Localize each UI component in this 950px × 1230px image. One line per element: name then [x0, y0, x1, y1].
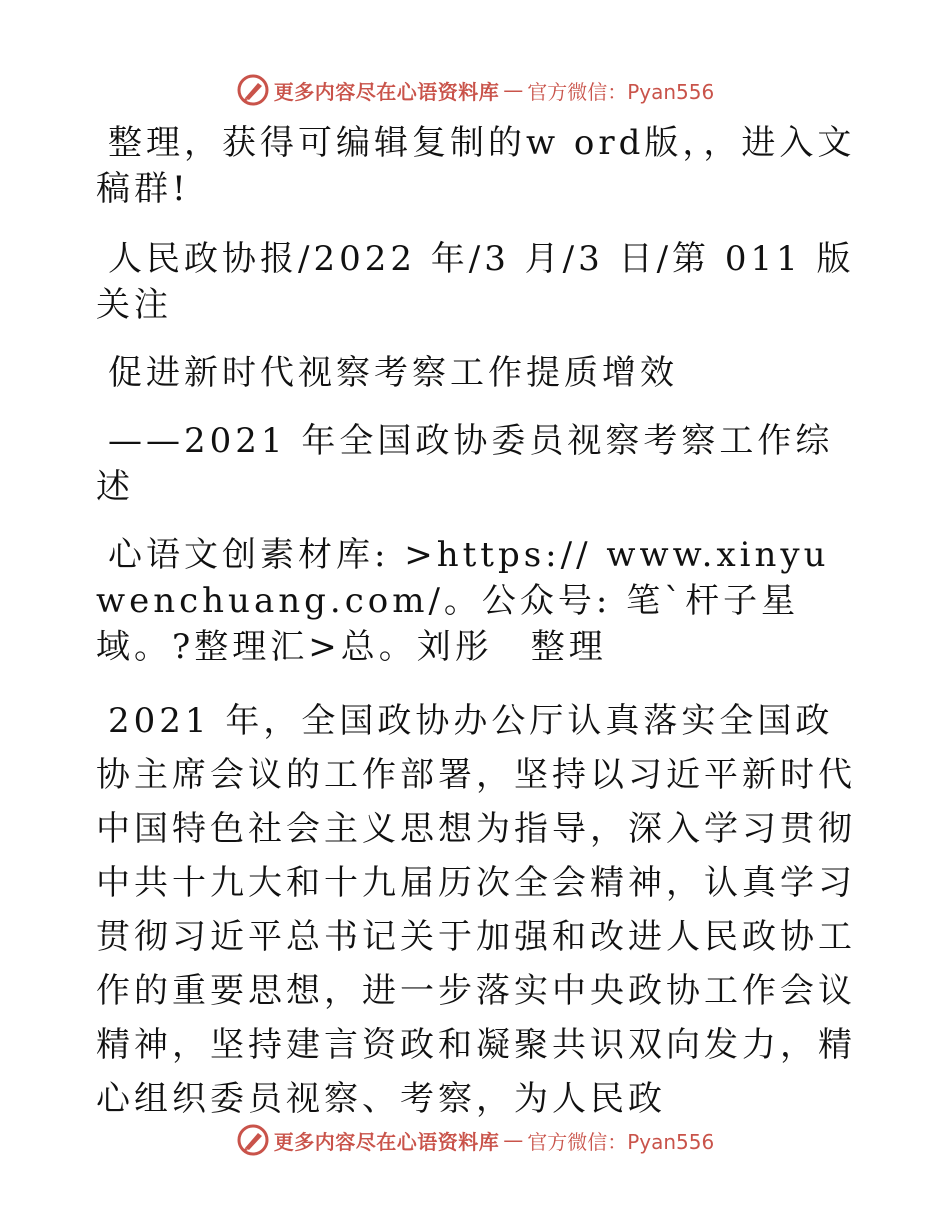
header-banner [0, 70, 950, 110]
footer-banner-text: 更多内容尽在心语资料库 [273, 1129, 500, 1154]
document-body [96, 120, 856, 1126]
source-line: 人民政协报/2022 年/3 月/3 日/第 011 版关注 [96, 239, 855, 325]
library-note: 心语文创素材库: >https:// www.xinyuwenchuang.com/。公众号: 笔`杆子星域。?整理汇>总。刘彤 整理 [96, 535, 830, 667]
footer-banner-wechat: 官方微信：Pyan556 [527, 1129, 715, 1154]
article-title: 促进新时代视察考察工作提质增效 [108, 353, 678, 393]
body-paragraph: 2021 年，全国政协办公厅认真落实全国政协主席会议的工作部署，坚持以习近平新时代中国特色社会主义思想为指导，深入学习贯彻中共十九大和十九届历次全会精神，认真学习贯彻习近平总书记关于加强和改进人民政协工作的重要思想，进一步落实中央政协工作会议精神，坚持建言资政和凝聚共识双向发力，精心组织委员视察、考察，为人民政 [96, 701, 856, 1119]
header-banner-wechat: 官方微信：Pyan556 [527, 79, 715, 104]
article-subtitle: ——2021 年全国政协委员视察考察工作综述 [96, 421, 834, 507]
footer-banner-dash: — [503, 1128, 524, 1152]
header-banner-dash: — [503, 78, 524, 102]
pen-logo-icon [236, 1123, 270, 1157]
header-banner-text: 更多内容尽在心语资料库 [273, 79, 500, 104]
pen-logo-icon [236, 73, 270, 107]
footer-banner [0, 1120, 950, 1160]
intro-paragraph: 整理，获得可编辑复制的w ord版，，进入文稿群! [96, 123, 856, 209]
